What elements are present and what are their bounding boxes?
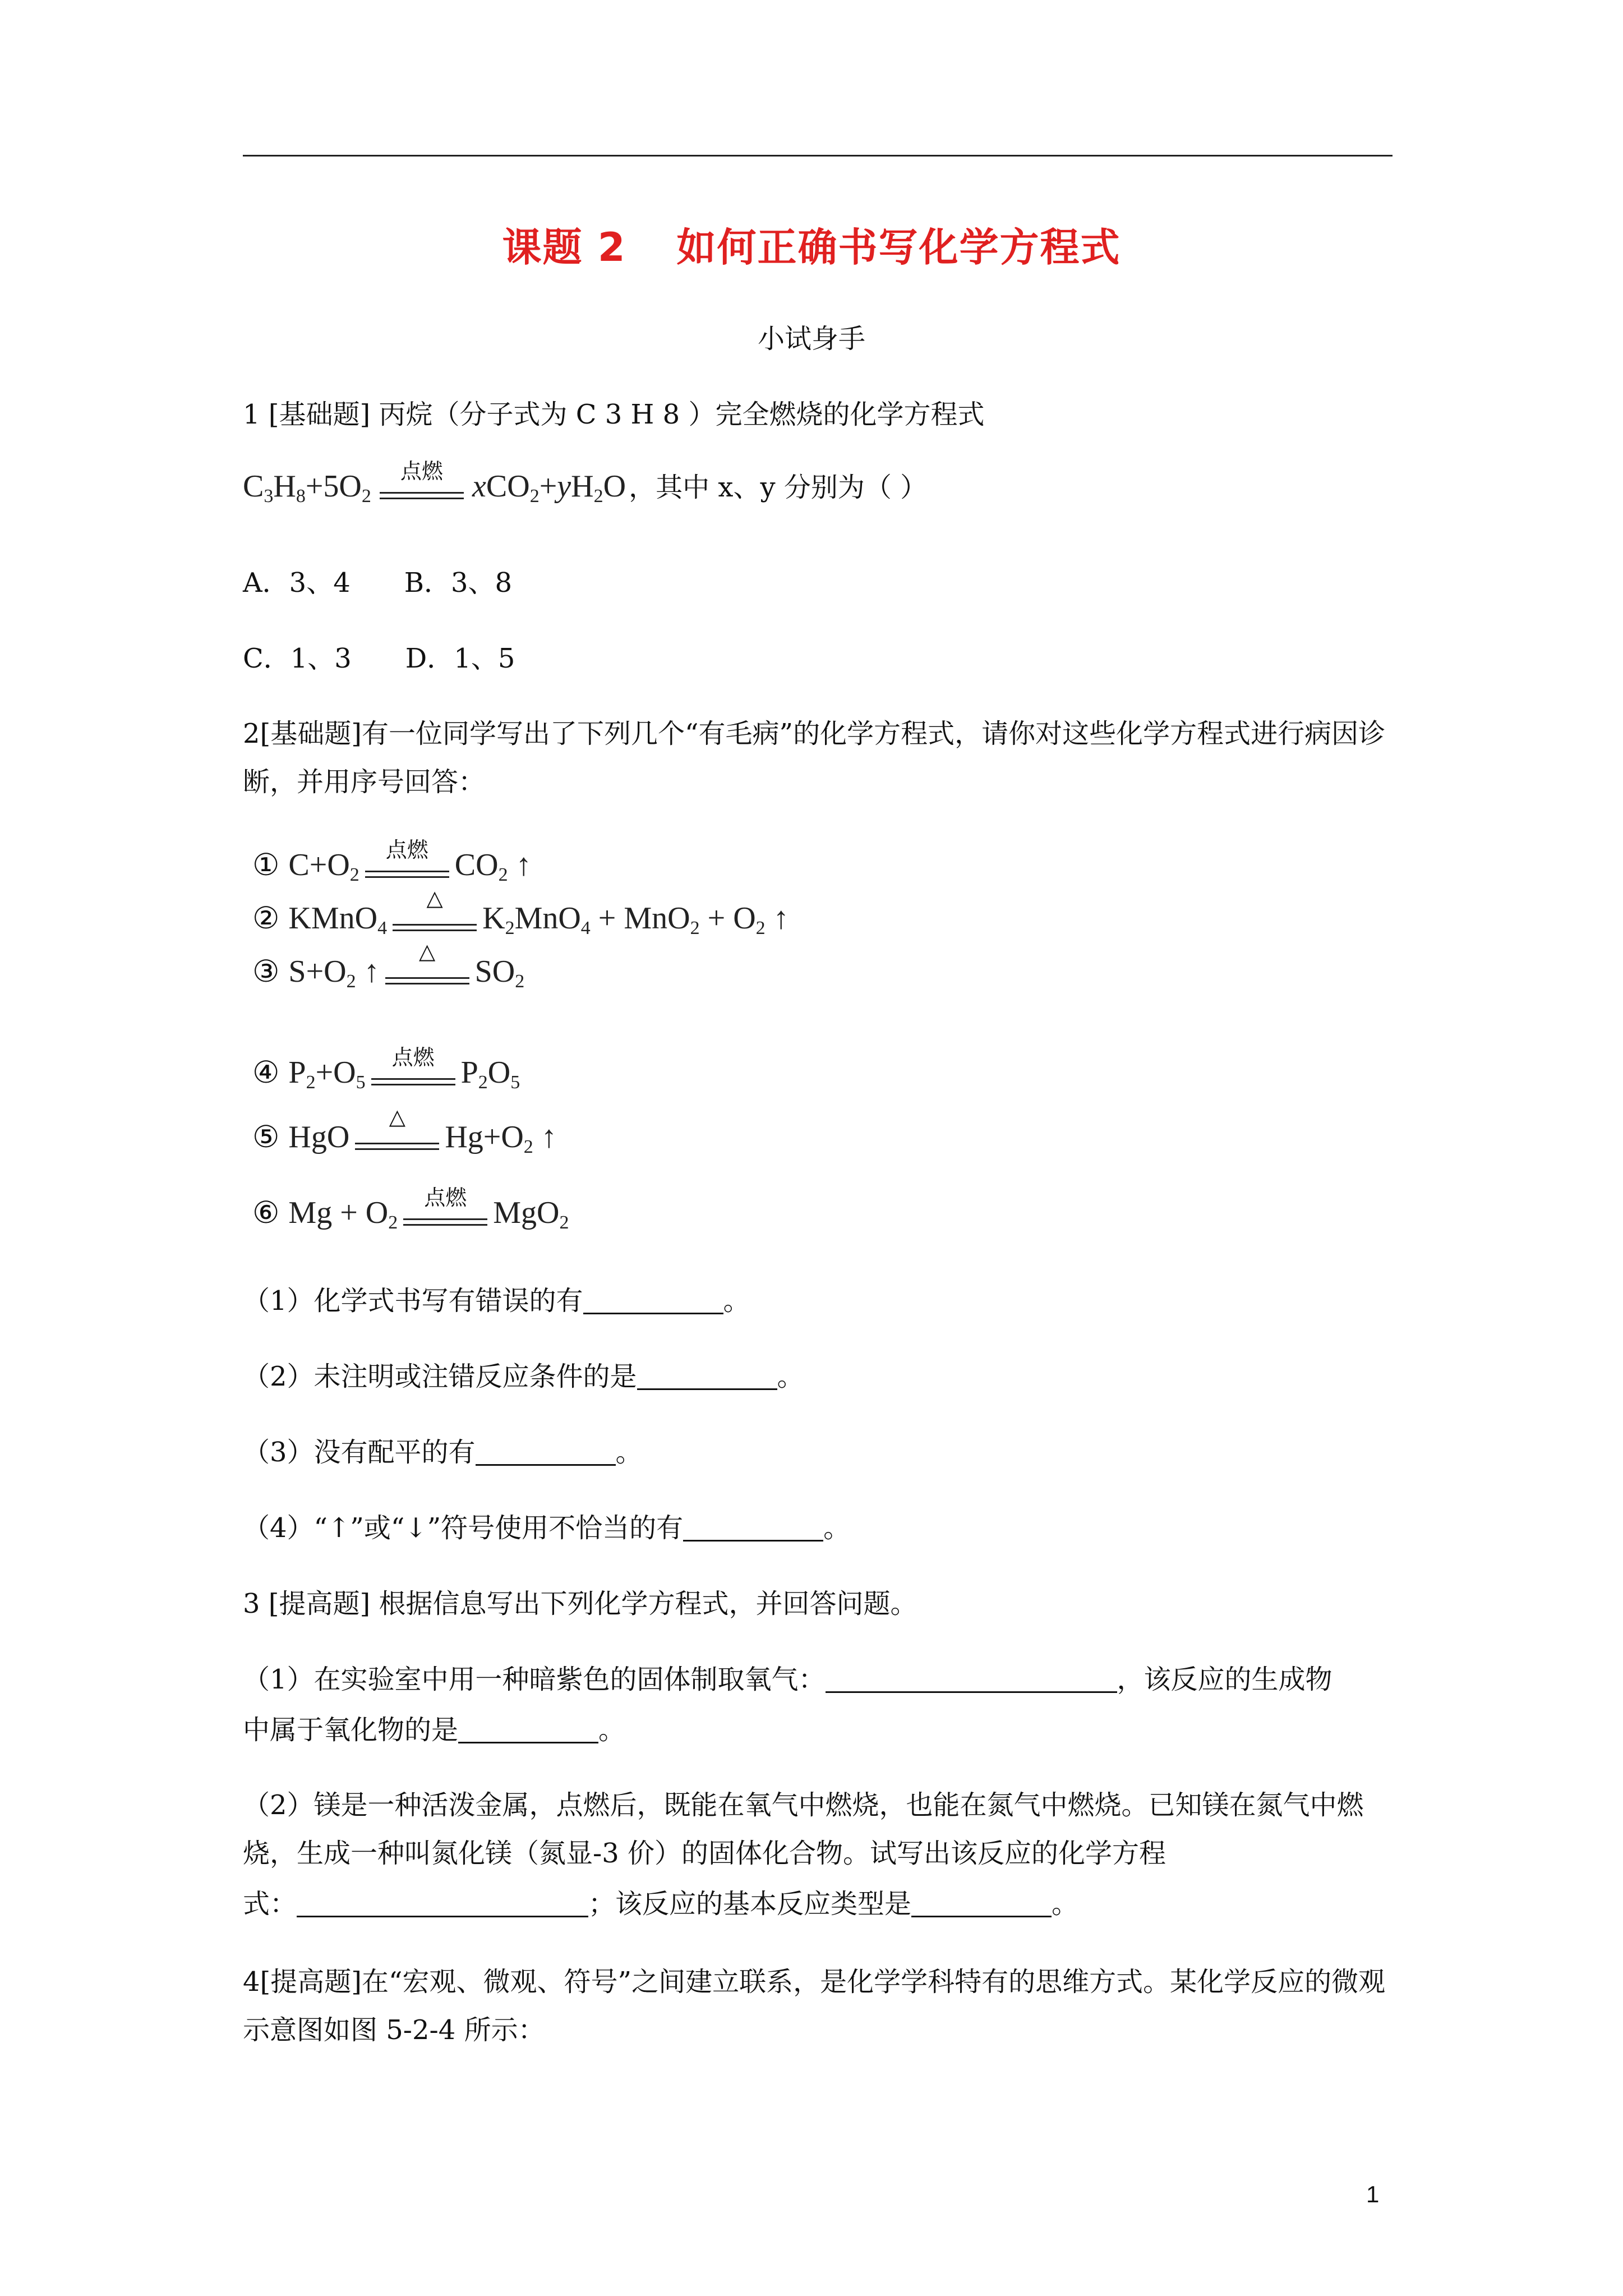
q1-options-ab: A．3、4 B．3、8 [243, 567, 513, 599]
answer-blank[interactable] [458, 1716, 598, 1743]
q2-equation-2: ② KMnO$_4$ △ $K_2MnO_4 + MnO_2 + O_2$ ↑ [252, 885, 789, 938]
answer-blank[interactable] [637, 1363, 777, 1390]
answer-blank[interactable] [826, 1665, 1117, 1693]
q2-equation-4: ④ $P_2+O_5$ 点燃 $P_2O_5$ [252, 1045, 520, 1093]
q1-equation: $C_3H_8+5O_2$ 点燃 $xCO_2+yH_2O$ ，其中 x、y 分别为（ ） [243, 466, 927, 510]
q2-stem: 2[基础题]有一位同学写出了下列几个“有毛病”的化学方程式，请你对这些化学方程式进行病因诊断，并用序号回答： [243, 718, 1386, 798]
page-title [0, 216, 1623, 273]
answer-blank[interactable] [476, 1438, 616, 1466]
q2-equation-1: ① $C+O_2$ 点燃 $CO_2$ ↑ [252, 837, 532, 885]
answer-blank[interactable] [297, 1890, 588, 1917]
header-rule [243, 155, 1393, 157]
title-lesson-name: 如何正确书写化学方程式 [676, 224, 1121, 270]
reaction-condition: 点燃 [380, 478, 464, 510]
answer-blank[interactable] [683, 1514, 823, 1542]
q2-sub3: （3）没有配平的有 。 [243, 1437, 643, 1468]
q2-equation-3: ③ $S+O_2$ ↑ △ $SO_2$ [252, 938, 525, 992]
q3-sub1-line2: 中属于氧化物的是 。 [243, 1714, 626, 1746]
q2-equation-5: ⑤ HgO △ $Hg+O_2$ ↑ [252, 1104, 557, 1157]
title-lesson-number: 课题 2 [502, 224, 626, 270]
q2-sub4: （4）“↑”或“↓”符号使用不恰当的有 。 [243, 1512, 851, 1544]
q1-tail: ，其中 x、y 分别为（ ） [629, 472, 928, 503]
answer-blank[interactable] [911, 1890, 1052, 1917]
q4-stem: 4[提高题]在“宏观、微观、符号”之间建立联系，是化学学科特有的思维方式。某化学反应的微观示意图如图 5-2-4 所示： [243, 1966, 1386, 2046]
answer-blank[interactable] [583, 1287, 723, 1314]
q3-sub2-answer-line: 式： ；该反应的基本反应类型是 。 [243, 1888, 1079, 1920]
page-number: 1 [1366, 2181, 1380, 2207]
q3-sub2-text: （2）镁是一种活泼金属，点燃后，既能在氧气中燃烧，也能在氮气中燃烧。已知镁在氮气中燃烧，生成一种叫氮化镁（氮显-3 价）的固体化合物。试写出该反应的化学方程 [243, 1789, 1364, 1869]
q2-equation-6: ⑥ $Mg + O_2$ 点燃 MgO$_2$ [252, 1185, 569, 1233]
q2-sub2: （2）未注明或注错反应条件的是 。 [243, 1361, 804, 1392]
section-title: 小试身手 [757, 323, 865, 355]
q2-sub1: （1）化学式书写有错误的有 。 [243, 1285, 750, 1317]
q1-stem: 1 [基础题] 丙烷（分子式为 C 3 H 8 ）完全燃烧的化学方程式 [243, 399, 985, 430]
q3-stem: 3 [提高题] 根据信息写出下列化学方程式，并回答问题。 [243, 1588, 917, 1619]
q1-options-cd: C．1、3 D．1、5 [243, 643, 515, 674]
q3-sub1-line1: （1）在实验室中用一种暗紫色的固体制取氧气： ，该反应的生成物 [243, 1664, 1332, 1695]
